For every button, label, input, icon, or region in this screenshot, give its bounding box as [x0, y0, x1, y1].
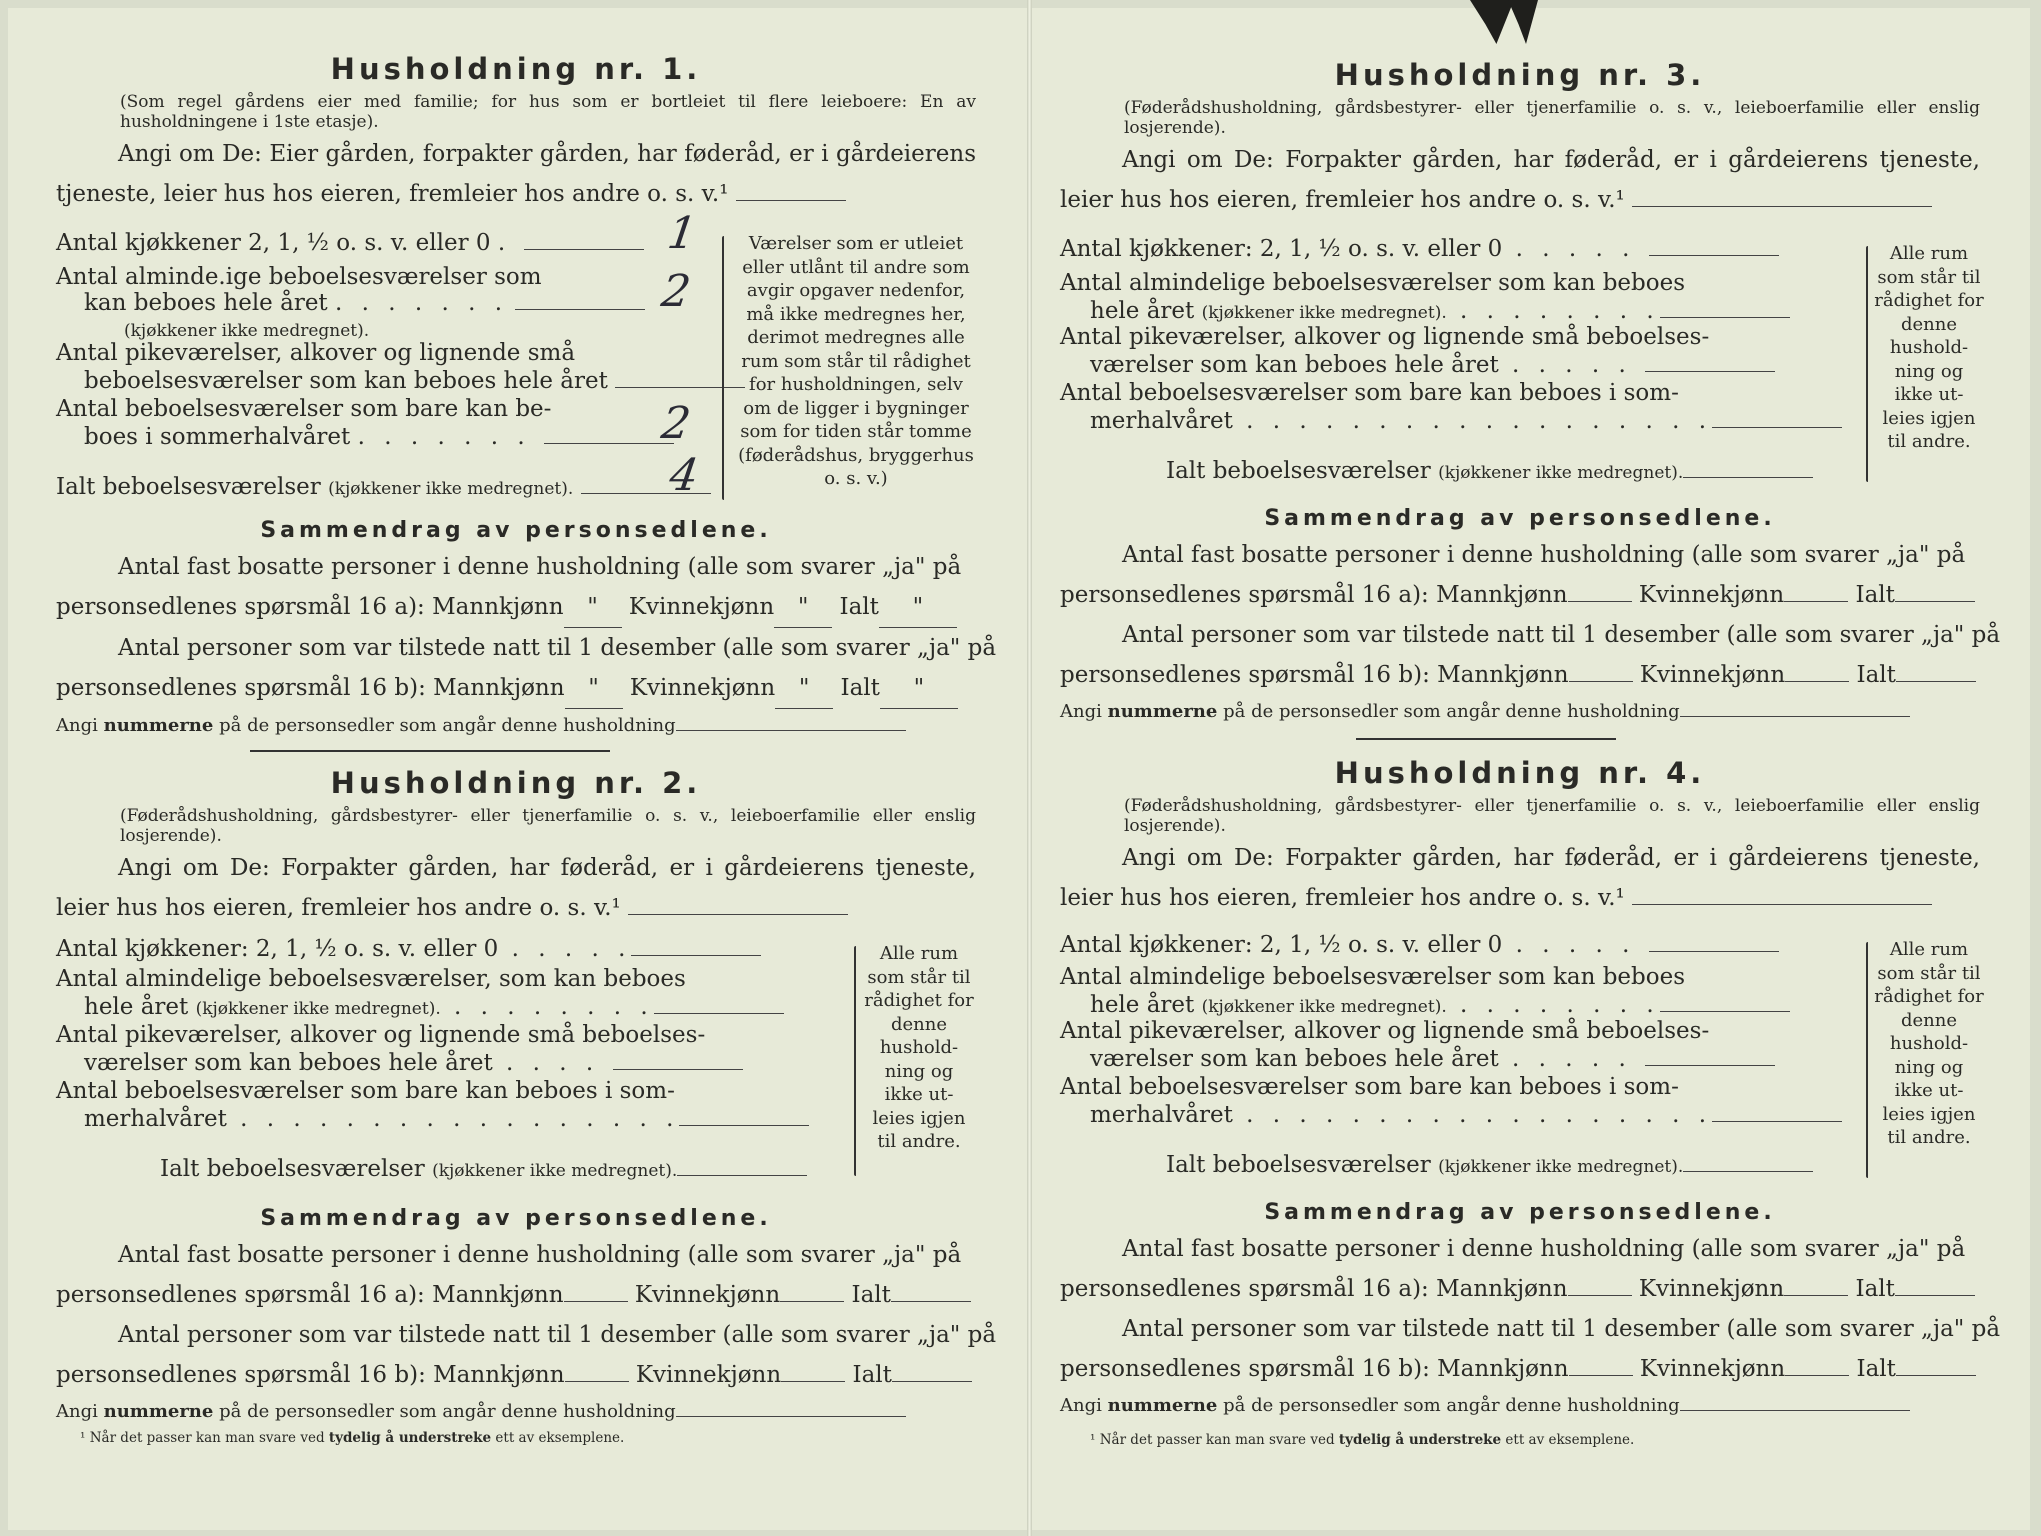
present-line — [1060, 1349, 1980, 1389]
row-label: Antal pikeværelser, alkover og lignende små beboelses- — [1060, 324, 1710, 350]
row-label: Antal alminde.ige beboelsesværelser som — [56, 264, 542, 290]
row-label: Antal almindelige beboelsesværelser som kan beboes — [1060, 964, 1686, 990]
row-note: (kjøkkener ikke medregnet). — [1201, 303, 1447, 323]
resident-label: personsedlenes spørsmål 16 a): Mannkjønn — [1060, 1276, 1568, 1302]
side-note-brace — [722, 236, 724, 500]
row-label: værelser som kan beboes hele året — [84, 1050, 493, 1076]
resident-label: personsedlenes spørsmål 16 a): Mannkjønn — [56, 1282, 564, 1308]
summer-rooms-row-2: merhalvåret . . . . . . . . . . . . . . . . . . — [1090, 1102, 1842, 1128]
maid-answer-line[interactable] — [1645, 371, 1775, 372]
total-label: Ialt — [1856, 1356, 1896, 1382]
resident-female-value[interactable]: " — [774, 587, 832, 628]
resident-female-value[interactable] — [780, 1301, 844, 1302]
question-answer-line[interactable] — [736, 200, 846, 201]
question-answer-line[interactable] — [1632, 206, 1932, 207]
kitchens-answer-line[interactable] — [1649, 255, 1779, 256]
household-subtitle: (Som regel gårdens eier med familie; for hus som er bortleiet til flere leieboere: En av husholdningene i 1ste etasje). — [120, 92, 976, 132]
female-label: Kvinnekjønn — [1639, 1356, 1786, 1382]
ordinary-answer-line[interactable] — [1660, 1011, 1790, 1012]
present-text: Antal personer som var tilstede natt til 1 desember (alle som svarer „ja" på — [118, 1322, 997, 1348]
numbers-answer-line[interactable] — [1680, 716, 1910, 717]
resident-text: Antal fast bosatte personer i denne husholdning (alle som svarer „ja" på — [1122, 542, 1966, 568]
row-label: hele året — [1090, 298, 1195, 324]
household-subtitle: (Føderådshusholdning, gårdsbestyrer- eller tjenerfamilie o. s. v., leieboerfamilie eller enslig losjerende). — [1124, 796, 1980, 836]
present-female-value[interactable] — [1785, 681, 1849, 682]
total-rooms-row — [160, 1156, 807, 1184]
ordinary-rooms-row — [56, 966, 686, 992]
numbers-answer-line[interactable] — [676, 730, 906, 731]
maid-answer-line[interactable] — [1645, 1065, 1775, 1066]
numbers-line — [1060, 701, 1980, 722]
numbers-label-rest: på de personsedler som angår denne husholdning — [1223, 1395, 1680, 1416]
numbers-label-bold: nummerne — [1107, 1395, 1218, 1416]
numbers-line — [56, 1401, 976, 1422]
row-note: (kjøkkener ikke medregnet). — [1438, 463, 1684, 483]
resident-line — [1060, 575, 1980, 615]
summer-rooms-row — [56, 1078, 675, 1104]
footnote-bold: tydelig å understreke — [328, 1430, 492, 1446]
ordinary-rooms-row-2: hele året (kjøkkener ikke medregnet). . . . . . . . . — [1090, 298, 1790, 326]
resident-label: personsedlenes spørsmål 16 a): Mannkjønn — [1060, 582, 1568, 608]
numbers-label-rest: på de personsedler som angår denne husholdning — [1223, 701, 1680, 722]
total-rooms-row — [1166, 1152, 1813, 1180]
kitchens-answer-line[interactable] — [631, 955, 761, 956]
numbers-label-bold: nummerne — [1107, 701, 1218, 722]
numbers-answer-line[interactable] — [676, 1416, 906, 1417]
ordinary-rooms-row — [1060, 270, 1685, 296]
center-fold — [1027, 0, 1032, 1536]
kitchens-row: Antal kjøkkener: 2, 1, ½ o. s. v. eller 0 . . . . . — [1060, 932, 1779, 958]
row-note: (kjøkkener ikke medregnet). — [1201, 997, 1447, 1017]
household-question — [56, 134, 976, 214]
separator-rule — [250, 750, 610, 752]
footnote — [80, 1430, 624, 1446]
numbers-label: Angi — [56, 1401, 98, 1422]
row-label: Ialt beboelsesværelser — [1166, 458, 1431, 484]
kitchens-answer-line[interactable] — [524, 249, 644, 250]
total-rooms-row — [56, 474, 711, 502]
present-label: personsedlenes spørsmål 16 b): Mannkjønn — [1060, 1356, 1569, 1382]
total-label: Ialt — [1856, 662, 1896, 688]
present-total-value[interactable]: " — [880, 668, 958, 709]
question-text: Angi om De: Forpakter gården, har føderåd, er i gårdeierens tjeneste, leier hus hos eieren, fremleier hos andre o. s. v.¹ — [1060, 147, 1980, 213]
summary-3 — [1060, 506, 2001, 722]
household-question — [56, 848, 976, 928]
summary-title: Sammendrag av personsedlene. — [1264, 506, 1776, 531]
summer-answer-line[interactable] — [1712, 427, 1842, 428]
resident-female-value[interactable] — [1784, 1295, 1848, 1296]
question-text: Angi om De: Forpakter gården, har føderåd, er i gårdeierens tjeneste, leier hus hos eieren, fremleier hos andre o. s. v.¹ — [56, 855, 976, 921]
row-note: (kjøkkener ikke medregnet). — [328, 479, 574, 499]
present-total-value[interactable] — [892, 1381, 972, 1382]
present-male-value[interactable]: " — [565, 668, 623, 709]
kitchens-row: Antal kjøkkener: 2, 1, ½ o. s. v. eller 0 . . . . . — [1060, 236, 1779, 262]
present-total-value[interactable] — [1896, 681, 1976, 682]
present-label: personsedlenes spørsmål 16 b): Mannkjønn — [56, 675, 565, 701]
resident-total-value[interactable]: " — [879, 587, 957, 628]
maid-rooms-row — [1060, 324, 1709, 350]
maid-rooms-row-2 — [84, 368, 745, 394]
ordinary-rooms-row-2: hele året (kjøkkener ikke medregnet). . . . . . . . . — [1090, 992, 1790, 1020]
present-text: Antal personer som var tilstede natt til 1 desember (alle som svarer „ja" på — [1122, 622, 2001, 648]
question-answer-line[interactable] — [1632, 904, 1932, 905]
summer-rooms-row — [1060, 1074, 1679, 1100]
total-answer: 4 — [666, 450, 702, 501]
resident-male-value[interactable] — [1568, 1295, 1632, 1296]
footnote-text: ¹ Når det passer kan man svare ved — [80, 1430, 325, 1446]
side-note-brace — [854, 946, 856, 1176]
household-1 — [56, 52, 976, 214]
maid-answer-line[interactable] — [613, 1069, 743, 1070]
row-label: Antal pikeværelser, alkover og lignende små beboelses- — [56, 1022, 706, 1048]
resident-text: Antal fast bosatte personer i denne husholdning (alle som svarer „ja" på — [1122, 1236, 1966, 1262]
row-label: hele året — [84, 994, 189, 1020]
household-question — [1060, 838, 1980, 918]
row-label: Ialt beboelsesværelser — [56, 474, 321, 500]
numbers-label: Angi — [56, 715, 98, 736]
resident-text: Antal fast bosatte personer i denne husholdning (alle som svarer „ja" på — [118, 554, 962, 580]
separator-rule — [1356, 738, 1616, 740]
household-title: Husholdning nr. 4. — [1334, 756, 1706, 790]
row-label: Antal beboelsesværelser som bare kan be- — [56, 396, 552, 422]
numbers-answer-line[interactable] — [1680, 1410, 1910, 1411]
total-answer-line[interactable] — [1683, 1171, 1813, 1172]
present-line — [56, 668, 976, 709]
maid-answer-line[interactable] — [615, 387, 745, 388]
row-label: Ialt beboelsesværelser — [1166, 1152, 1431, 1178]
row-label: merhalvåret — [1090, 1102, 1233, 1128]
maid-rooms-row — [56, 340, 575, 366]
numbers-line — [56, 715, 976, 736]
summary-4 — [1060, 1200, 2001, 1416]
summer-answer-line[interactable] — [1712, 1121, 1842, 1122]
present-male-value[interactable] — [565, 1381, 629, 1382]
female-label: Kvinnekjønn — [635, 1362, 782, 1388]
row-label: Ialt beboelsesværelser — [160, 1156, 425, 1182]
row-label: Antal almindelige beboelsesværelser som kan beboes — [1060, 270, 1686, 296]
maid-rooms-row — [1060, 1018, 1709, 1044]
row-label: beboelsesværelser som kan beboes hele året — [84, 368, 608, 394]
row-label: boes i sommerhalvåret — [84, 424, 351, 450]
question-answer-line[interactable] — [628, 914, 848, 915]
numbers-label-bold: nummerne — [103, 1401, 214, 1422]
total-label: Ialt — [840, 675, 880, 701]
summary-title: Sammendrag av personsedlene. — [1264, 1200, 1776, 1225]
present-label: personsedlenes spørsmål 16 b): Mannkjønn — [1060, 662, 1569, 688]
female-label: Kvinnekjønn — [634, 1282, 781, 1308]
kitchens-row: Antal kjøkkener: 2, 1, ½ o. s. v. eller 0 . . . . . — [56, 936, 761, 962]
present-female-value[interactable]: " — [775, 668, 833, 709]
female-label: Kvinnekjønn — [1639, 662, 1786, 688]
maid-rooms-row — [56, 1022, 705, 1048]
row-label: Antal almindelige beboelsesværelser, som kan beboes — [56, 966, 686, 992]
resident-line — [1060, 1269, 1980, 1309]
female-label: Kvinnekjønn — [1638, 582, 1785, 608]
summer-rooms-row — [1060, 380, 1679, 406]
summary-title: Sammendrag av personsedlene. — [260, 518, 772, 543]
row-label: værelser som kan beboes hele året — [1090, 1046, 1499, 1072]
numbers-label-rest: på de personsedler som angår denne husholdning — [219, 715, 676, 736]
present-label: personsedlenes spørsmål 16 b): Mannkjønn — [56, 1362, 565, 1388]
summer-answer-line[interactable] — [544, 443, 674, 444]
row-label: værelser som kan beboes hele året — [1090, 352, 1499, 378]
footnote-text: ¹ Når det passer kan man svare ved — [1090, 1432, 1335, 1448]
resident-line — [56, 587, 976, 628]
present-female-value[interactable] — [781, 1381, 845, 1382]
present-female-value[interactable] — [1785, 1375, 1849, 1376]
household-question — [1060, 140, 1980, 220]
numbers-label: Angi — [1060, 1395, 1102, 1416]
numbers-line — [1060, 1395, 1980, 1416]
row-label: Antal beboelsesværelser som bare kan beboes i som- — [1060, 1074, 1679, 1100]
kitchens-answer-line[interactable] — [1649, 951, 1779, 952]
footnote — [1090, 1432, 1634, 1448]
question-text: Angi om De: Forpakter gården, har føderåd, er i gårdeierens tjeneste, leier hus hos eieren, fremleier hos andre o. s. v.¹ — [1060, 845, 1980, 911]
resident-text: Antal fast bosatte personer i denne husholdning (alle som svarer „ja" på — [118, 1242, 962, 1268]
female-label: Kvinnekjønn — [1638, 1276, 1785, 1302]
household-4 — [1060, 756, 1980, 918]
question-text: Angi om De: Eier gården, forpakter gården, har føderåd, er i gårdeierens tjeneste, leier hus hos eieren, fremleier hos andre o. s. v.¹ — [56, 141, 976, 207]
row-note: (kjøkkener ikke medregnet). — [1438, 1157, 1684, 1177]
footnote-bold: tydelig å understreke — [1338, 1432, 1502, 1448]
row-note: (kjøkkener ikke medregnet). — [195, 999, 441, 1019]
summer-rooms-row — [56, 396, 551, 422]
row-label: Antal beboelsesværelser som bare kan beboes i som- — [56, 1078, 675, 1104]
present-text: Antal personer som var tilstede natt til 1 desember (alle som svarer „ja" på — [1122, 1316, 2001, 1342]
ordinary-rooms-row-2: hele året (kjøkkener ikke medregnet). . . . . . . . . — [84, 994, 784, 1022]
household-title: Husholdning nr. 3. — [1334, 58, 1706, 92]
maid-rooms-row-2: værelser som kan beboes hele året . . . . . — [1090, 1046, 1775, 1072]
total-answer-line[interactable] — [1683, 477, 1813, 478]
row-label: Antal pikeværelser, alkover og lignende små — [56, 340, 576, 366]
row-label: merhalvåret — [1090, 408, 1233, 434]
resident-label: personsedlenes spørsmål 16 a): Mannkjønn — [56, 594, 564, 620]
female-label: Kvinnekjønn — [628, 594, 775, 620]
side-note: Alle rum som står til rådighet for denne hushold- ning og ikke ut- leies igjen til andre. — [1874, 939, 1984, 1148]
household-2 — [56, 766, 976, 928]
total-label: Ialt — [1855, 1276, 1895, 1302]
resident-total-value[interactable] — [1895, 1295, 1975, 1296]
summary-1 — [56, 518, 997, 736]
summer-rooms-row-2: merhalvåret . . . . . . . . . . . . . . . . . . — [1090, 408, 1842, 434]
resident-line — [56, 1275, 976, 1315]
household-title: Husholdning nr. 1. — [330, 52, 702, 86]
resident-total-value[interactable] — [891, 1301, 971, 1302]
ordinary-answer-line[interactable] — [654, 1013, 784, 1014]
side-note: Alle rum som står til rådighet for denne hushold- ning og ikke ut- leies igjen til andre. — [1874, 243, 1984, 452]
household-title: Husholdning nr. 2. — [330, 766, 702, 800]
ordinary-rooms-row-2: kan beboes hele året . . . . . . . — [84, 290, 645, 316]
total-answer-line[interactable] — [677, 1175, 807, 1176]
present-total-value[interactable] — [1896, 1375, 1976, 1376]
kitchens-answer: 1 — [664, 208, 700, 259]
side-note-brace — [1866, 942, 1868, 1178]
footnote-end: ett av eksemplene. — [495, 1430, 625, 1446]
row-label: Antal kjøkkener: 2, 1, ½ o. s. v. eller 0 — [56, 936, 499, 962]
total-label: Ialt — [839, 594, 879, 620]
summary-2 — [56, 1206, 997, 1422]
row-label: Antal beboelsesværelser som bare kan beboes i som- — [1060, 380, 1679, 406]
numbers-label: Angi — [1060, 701, 1102, 722]
household-subtitle: (Føderådshusholdning, gårdsbestyrer- eller tjenerfamilie o. s. v., leieboerfamilie eller enslig losjerende). — [120, 806, 976, 846]
resident-total-value[interactable] — [1895, 601, 1975, 602]
row-label: Antal kjøkkener: 2, 1, ½ o. s. v. eller 0 — [1060, 932, 1503, 958]
ordinary-answer-line[interactable] — [1660, 317, 1790, 318]
summer-answer-line[interactable] — [679, 1125, 809, 1126]
row-label: merhalvåret — [84, 1106, 227, 1132]
present-line — [56, 1355, 976, 1395]
side-note-brace — [1866, 246, 1868, 482]
row-label: kan beboes hele året — [84, 290, 328, 316]
row-label: Antal kjøkkener 2, 1, ½ o. s. v. eller 0 — [56, 230, 491, 256]
female-label: Kvinnekjønn — [629, 675, 776, 701]
ordinary-note: (kjøkkener ikke medregnet). — [124, 321, 370, 341]
row-label: Antal kjøkkener: 2, 1, ½ o. s. v. eller 0 — [1060, 236, 1503, 262]
present-line — [1060, 655, 1980, 695]
total-label: Ialt — [852, 1362, 892, 1388]
summer-rooms-row-2: boes i sommerhalvåret . . . . . . . — [84, 424, 674, 450]
resident-female-value[interactable] — [1784, 601, 1848, 602]
present-text: Antal personer som var tilstede natt til 1 desember (alle som svarer „ja" på — [118, 635, 997, 661]
ordinary-rooms-row — [1060, 964, 1685, 990]
kitchens-row: Antal kjøkkener 2, 1, ½ o. s. v. eller 0 . — [56, 230, 644, 256]
summer-answer: 2 — [658, 398, 694, 449]
total-rooms-row — [1166, 458, 1813, 486]
ordinary-rooms-row — [56, 264, 542, 290]
side-note: Værelser som er utleiet eller utlånt til andre som avgir opgaver nedenfor, må ikke medregnes her, derimot medregnes alle rum som står til rådighet for husholdningen, selv om de ligger i bygninger som for tiden står tomme (føderådshus, bryggerhus o. s. v.) — [738, 233, 974, 489]
present-male-value[interactable] — [1569, 1375, 1633, 1376]
household-3 — [1060, 58, 1980, 220]
footnote-end: ett av eksemplene. — [1505, 1432, 1635, 1448]
household-subtitle: (Føderådshusholdning, gårdsbestyrer- eller tjenerfamilie o. s. v., leieboerfamilie eller enslig losjerende). — [1124, 98, 1980, 138]
ordinary-answer-line[interactable] — [515, 309, 645, 310]
numbers-label-rest: på de personsedler som angår denne husholdning — [219, 1401, 676, 1422]
resident-male-value[interactable] — [564, 1301, 628, 1302]
summer-rooms-row-2: merhalvåret . . . . . . . . . . . . . . . . . — [84, 1106, 809, 1132]
row-note: (kjøkkener ikke medregnet). — [432, 1161, 678, 1181]
side-note: Alle rum som står til rådighet for denne hushold- ning og ikke ut- leies igjen til andre. — [864, 943, 974, 1152]
total-label: Ialt — [1855, 582, 1895, 608]
summary-title: Sammendrag av personsedlene. — [260, 1206, 772, 1231]
maid-rooms-row-2: værelser som kan beboes hele året . . . . . — [1090, 352, 1775, 378]
total-label: Ialt — [851, 1282, 891, 1308]
row-label: hele året — [1090, 992, 1195, 1018]
numbers-label-bold: nummerne — [103, 715, 214, 736]
maid-rooms-row-2: værelser som kan beboes hele året . . . . — [84, 1050, 743, 1076]
ordinary-answer: 2 — [658, 266, 694, 317]
present-male-value[interactable] — [1569, 681, 1633, 682]
resident-male-value[interactable] — [1568, 601, 1632, 602]
resident-male-value[interactable]: " — [564, 587, 622, 628]
row-label: Antal pikeværelser, alkover og lignende små beboelses- — [1060, 1018, 1710, 1044]
